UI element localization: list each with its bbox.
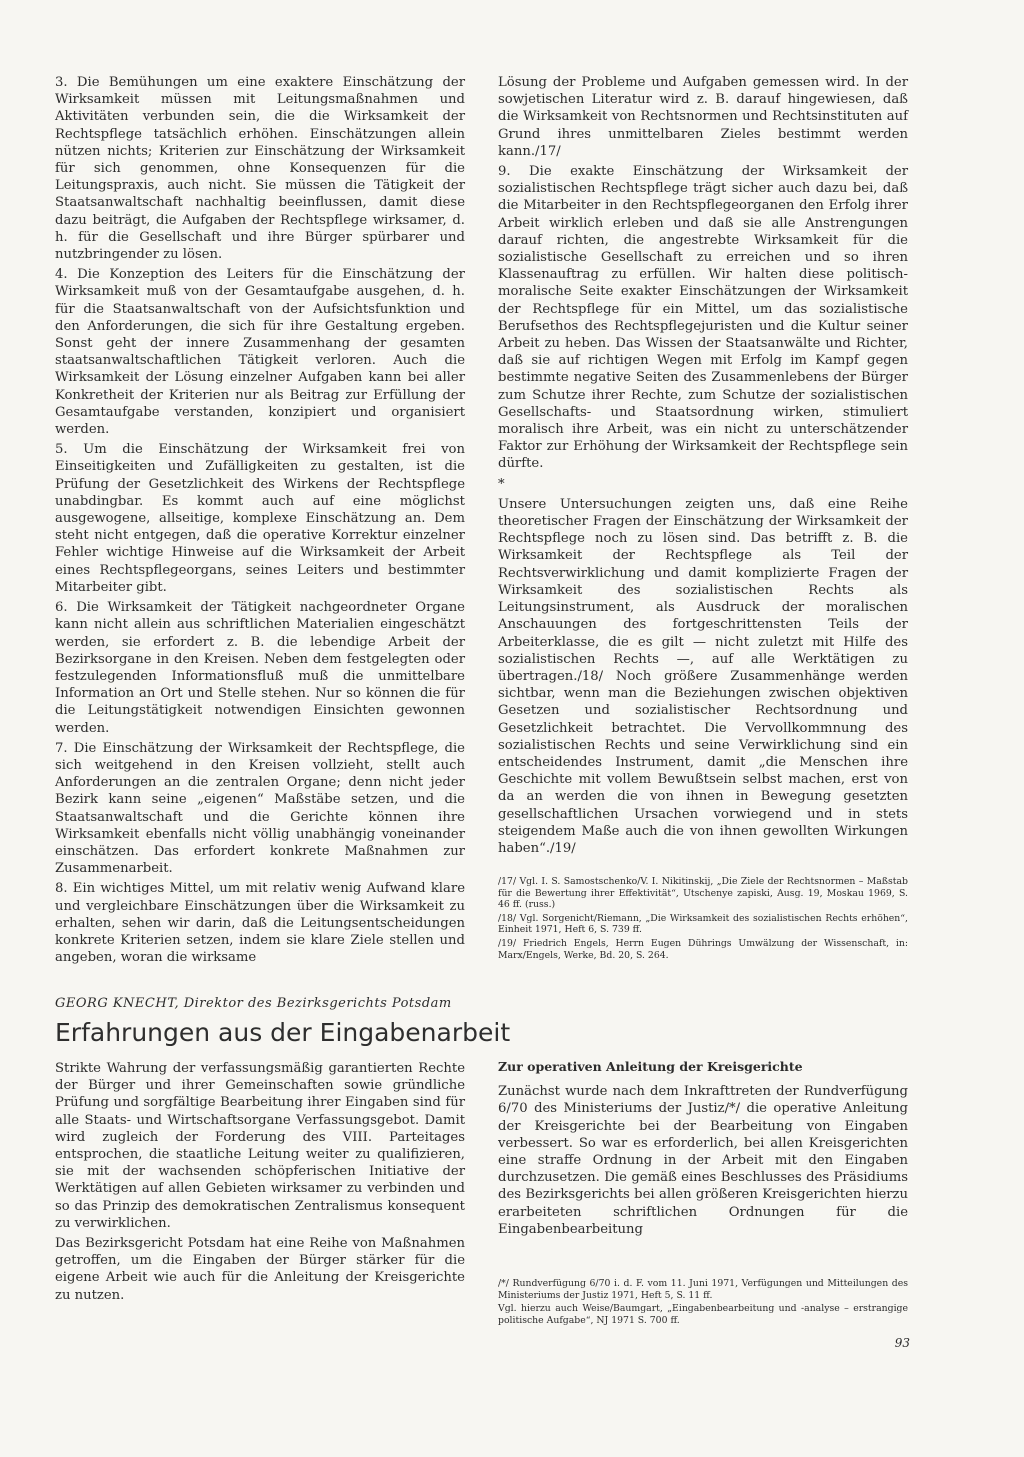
paragraph: Zunächst wurde nach dem Inkrafttreten der Rundverfügung 6/70 des Ministeriums der Justiz/*/ die operative Anleitung der Kreisgerichte bei der Bearbeitung von Eingaben verbessert. So war es erforderlich, bei allen Kreisgerichten eine straffe Ordnung in der Arbeit mit den Eingaben durchzusetzen. Die gemäß eines Beschlusses des Präsidiums des Bezirksgerichts bei allen größeren Kreisgerichten hierzu erarbeiteten schriftlichen Ordnungen für die Eingabenbearbeitung	[498, 1084, 908, 1237]
paragraph: Unsere Untersuchungen zeigten uns, daß eine Reihe theoretischer Fragen der Einschätzung der Wirksamkeit der Rechtspflege noch zu lösen sind. Das betrifft z. B. die Wirksamkeit der Rechtspflege als Teil der Rechtsverwirklichung und damit komplizierte Fragen der Wirksamkeit des sozialistischen Rechts als Leitungsinstrument, als Ausdruck der moralischen Anschauungen des fortgeschrittensten Teils der Arbeiterklasse, die es gilt — nicht zuletzt mit Hilfe des sozialistischen Rechts —, auf alle Werktätigen zu übertragen./18/ Noch größere Zusammenhänge werden sichtbar, wenn man die Beziehungen zwischen objektiven Gesetzen und sozialistischer Rechtsordnung und Gesetzlichkeit betrachtet. Die Vervollkommnung des sozialistischen Rechts und seine Verwirklichung sind ein entscheidendes Instrument, damit „die Menschen ihre Geschichte mit vollem Bewußtsein selbst machen, erst von da an werden die von ihnen in Bewegung gesetzten gesellschaftlichen Ursachen vorwiegend und in stets steigendem Maße auch die von ihnen gewollten Wirkungen haben“./19/	[498, 496, 908, 856]
paragraph: 3. Die Bemühungen um eine exaktere Einschätzung der Wirksamkeit müssen mit Leitungsmaßnahmen und Aktivitäten verbunden sein, die die Wirksamkeit der Rechtspflege tatsächlich erhöhen. Einschätzungen allein nützen nichts; Kriterien zur Einschätzung der Wirksamkeit für sich genommen, ohne Konsequenzen für die Leitungspraxis, auch nicht. Sie müssen die Tätigkeit der Staatsanwaltschaft nachhaltig beeinflussen, damit diese dazu beiträgt, die Aufgaben der Rechtspflege wirksamer, d. h. für die Gesellschaft und ihre Bürger spürbarer und nutzbringender zu lösen.	[55, 75, 465, 263]
paragraph: Strikte Wahrung der verfassungsmäßig garantierten Rechte der Bürger und ihrer Gemeinschaften sowie gründliche Prüfung und sorgfältige Bearbeitung ihrer Eingaben sind für alle Staats- und Wirtschaftsorgane Verfassungsgebot. Damit wird zugleich der Forderung des VIII. Parteitages entsprochen, die staatliche Leitung weiter zu qualifizieren, sie mit der wachsenden schöpferischen Initiative der Werktätigen auf allen Gebieten wirksamer zu verbinden und so das Prinzip des demokratischen Zentralismus konsequent zu verwirklichen.	[55, 1061, 465, 1231]
top-right-column	[498, 74, 908, 860]
footnote: /*/ Rundverfügung 6/70 i. d. F. vom 11. Juni 1971, Verfügungen und Mitteilungen des Ministeriums der Justiz 1971, Heft 5, S. 11 ff.	[498, 1278, 908, 1301]
paragraph: 8. Ein wichtiges Mittel, um mit relativ wenig Aufwand klare und vergleichbare Einschätzungen über die Wirksamkeit zu erhalten, sehen wir darin, daß die Leitungsentscheidungen konkrete Kriterien setzen, indem sie klare Ziele stellen und angeben, woran die wirksame	[55, 881, 465, 966]
paragraph: Das Bezirksgericht Potsdam hat eine Reihe von Maßnahmen getroffen, um die Eingaben der Bürger stärker für die eigene Arbeit wie auch für die Anleitung der Kreisgerichte zu nutzen.	[55, 1236, 465, 1303]
footnotes-top	[498, 876, 908, 963]
section-subheading: Zur operativen Anleitung der Kreisgerichte	[498, 1059, 803, 1074]
footnotes-bottom	[498, 1278, 908, 1328]
paragraph: 5. Um die Einschätzung der Wirksamkeit frei von Einseitigkeiten und Zufälligkeiten zu gestalten, ist die Prüfung der Gesetzlichkeit des Wirkens der Rechtspflege unabdingbar. Es kommt auch auf eine möglichst ausgewogene, allseitige, komplexe Einschätzung an. Dem steht nicht entgegen, daß die operative Korrektur einzelner Fehler wichtige Hinweise auf die Wirksamkeit der Arbeit eines Rechtspflegeorgans, seines Leiters und bestimmter Mitarbeiter gibt.	[55, 442, 465, 595]
paragraph: 6. Die Wirksamkeit der Tätigkeit nachgeordneter Organe kann nicht allein aus schriftlichen Materialien eingeschätzt werden, sie erfordert z. B. die lebendige Arbeit der Bezirksorgane in den Kreisen. Neben dem festgelegten oder festzulegenden Informationsfluß muß die unmittelbare Information an Ort und Stelle stehen. Nur so können die für die Leitungstätigkeit notwendigen Einsichten gewonnen werden.	[55, 600, 465, 736]
paragraph: 9. Die exakte Einschätzung der Wirksamkeit der sozialistischen Rechtspflege trägt sicher auch dazu bei, daß die Mitarbeiter in den Rechtspflegeorganen den Erfolg ihrer Arbeit wirklich erleben und daß sie alle Anstrengungen darauf richten, die angestrebte Wirksamkeit für die sozialistische Gesellschaft zu erreichen und so ihren Klassenauftrag zu erfüllen. Wir halten diese politisch-moralische Seite exakter Einschätzungen der Wirksamkeit der Rechtspflege für ein Mittel, um das sozialistische Berufsethos des Rechtspflegejuristen und die Kultur seiner Arbeit zu heben. Das Wissen der Staatsanwälte und Richter, daß sie auf richtigen Wegen mit Erfolg im Kampf gegen bestimmte negative Seiten des Zusammenlebens der Bürger zum Schutze ihrer Rechte, zum Schutze der sozialistischen Gesellschafts- und Staatsordnung wirken, stimuliert moralisch ihre Arbeit, was ein nicht zu unterschätzender Faktor zur Erhöhung der Wirksamkeit der Rechtspflege sein dürfte.	[498, 164, 908, 472]
article-left-column	[55, 1060, 465, 1307]
top-left-column	[55, 74, 465, 969]
footnote: /18/ Vgl. Sorgenicht/Riemann, „Die Wirksamkeit des sozialistischen Rechts erhöhen“, Einheit 1971, Heft 6, S. 739 ff.	[498, 912, 908, 936]
footnote: Vgl. hierzu auch Weise/Baumgart, „Eingabenbearbeitung und -analyse – erstrangige politische Aufgabe“, NJ 1971 S. 700 ff.	[498, 1303, 908, 1326]
section-separator: *	[498, 476, 505, 492]
footnote: /19/ Friedrich Engels, Herrn Eugen Dührings Umwälzung der Wissenschaft, in: Marx/Engels, Werke, Bd. 20, S. 264.	[498, 937, 908, 961]
page-number: 93	[894, 1336, 910, 1350]
article-title: Erfahrungen aus der Eingabenarbeit	[55, 1018, 511, 1047]
article-author: GEORG KNECHT, Direktor des Bezirksgerichts Potsdam	[55, 996, 452, 1011]
paragraph: 4. Die Konzeption des Leiters für die Einschätzung der Wirksamkeit muß von der Gesamtaufgabe ausgehen, d. h. für die Staatsanwaltschaft von der Aufsichtsfunktion und den Anforderungen, die sich für ihre Gestaltung ergeben. Sonst geht der innere Zusammenhang der gesamten staatsanwaltschaftlichen Tätigkeit verloren. Auch die Wirksamkeit der Lösung einzelner Aufgaben kann bei aller Konkretheit der Kriterien nur als Beitrag zur Erfüllung der Gesamtaufgabe verstanden, konzipiert und organisiert werden.	[55, 267, 465, 438]
footnote: /17/ Vgl. I. S. Samostschenko/V. I. Nikitinskij, „Die Ziele der Rechtsnormen – Maßstab für die Bewertung ihrer Effektivität“, Utschenye zapiski, Ausg. 19, Moskau 1969, S. 46 ff. (russ.)	[498, 876, 908, 911]
paragraph: Lösung der Probleme und Aufgaben gemessen wird. In der sowjetischen Literatur wird z. B. darauf hingewiesen, daß die Wirksamkeit von Rechtsnormen und Rechtsinstituten auf Grund ihres unmittelbaren Zieles bestimmt werden kann./17/	[498, 75, 908, 159]
paragraph: 7. Die Einschätzung der Wirksamkeit der Rechtspflege, die sich weitgehend in den Kreisen vollzieht, stellt auch Anforderungen an die zentralen Organe; denn nicht jeder Bezirk kann seine „eigenen“ Maßstäbe setzen, und die Staatsanwaltschaft und die Gerichte können ihre Wirksamkeit ebenfalls nicht völlig unabhängig voneinander einschätzen. Das erfordert konkrete Maßnahmen zur Zusammenarbeit.	[55, 740, 465, 877]
article-right-column	[498, 1058, 908, 1241]
